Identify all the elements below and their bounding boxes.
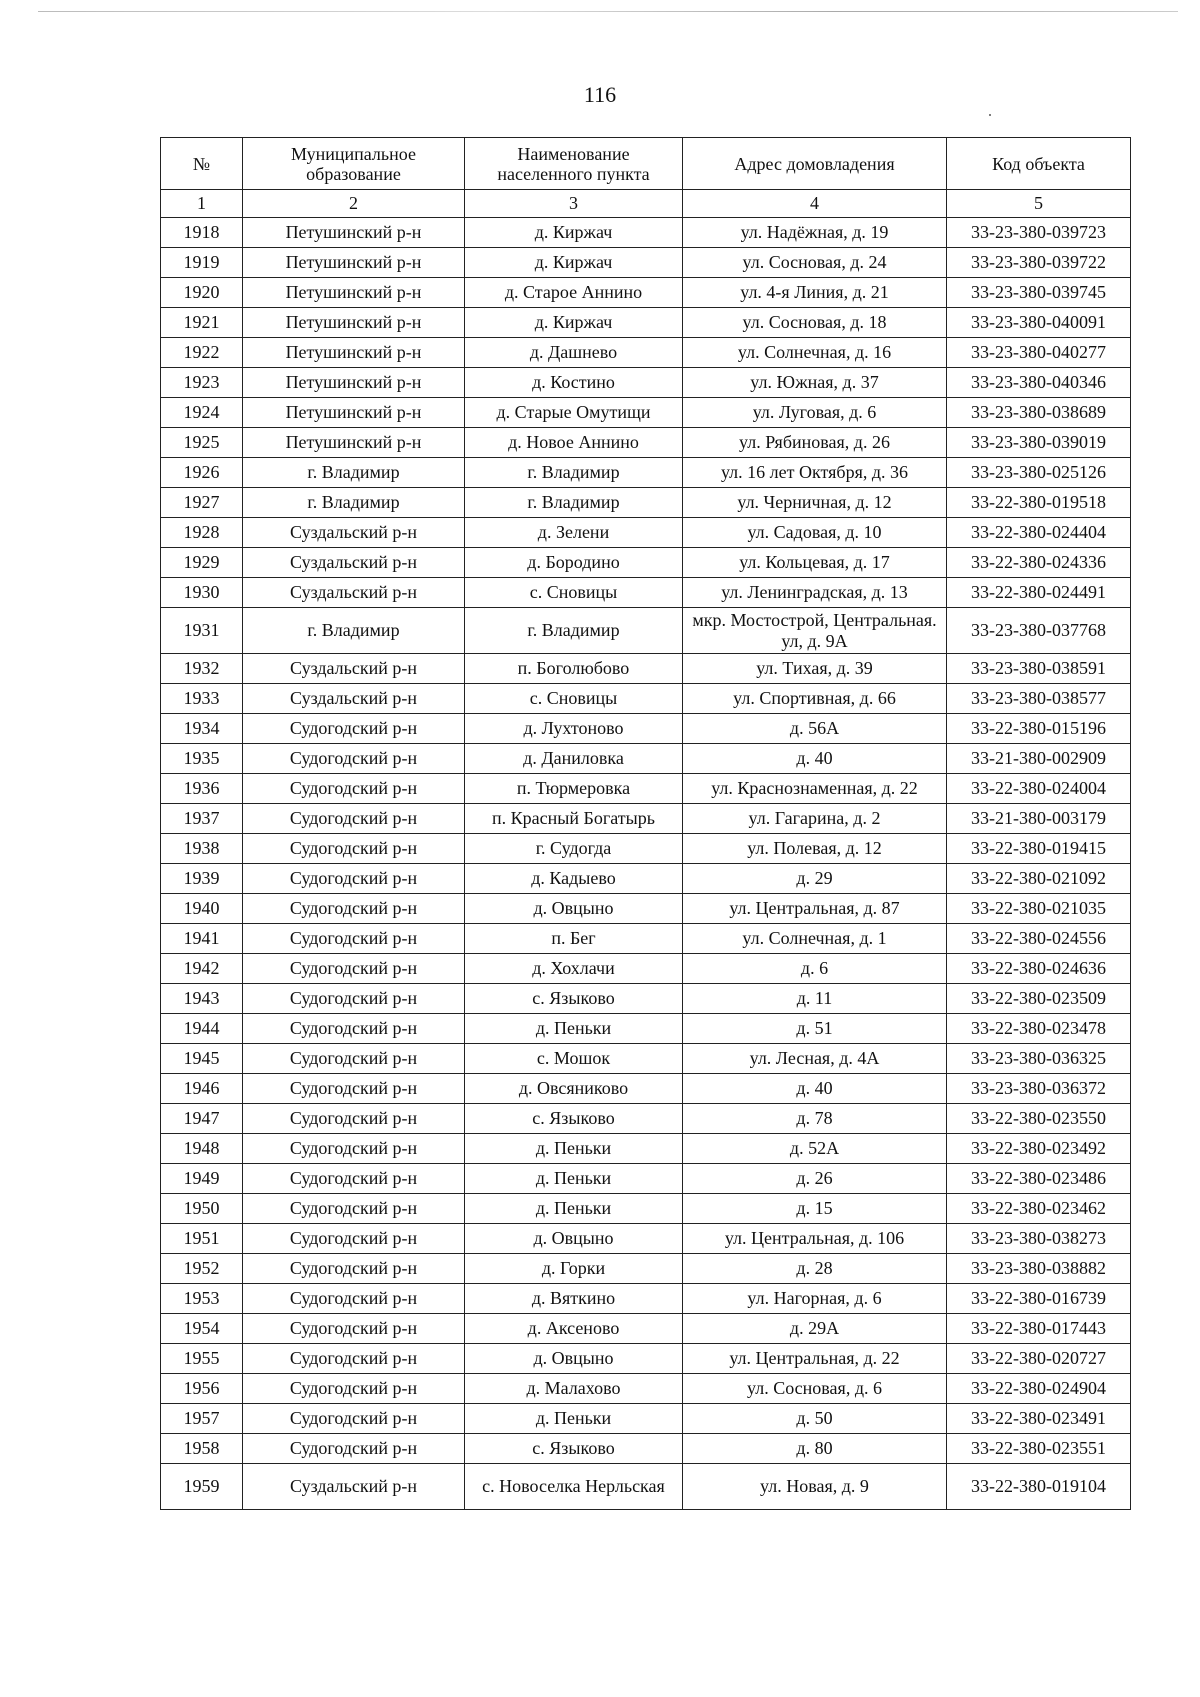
- municipality-cell: Суздальский р-н: [243, 578, 465, 608]
- address-cell: ул. Черничная, д. 12: [683, 488, 947, 518]
- table-row: [161, 714, 1131, 744]
- object-code-cell: 33-23-380-040277: [947, 338, 1131, 368]
- row-number-cell: 1956: [161, 1374, 243, 1404]
- settlement-cell: с. Языково: [465, 1434, 683, 1464]
- municipality-cell: Петушинский р-н: [243, 428, 465, 458]
- object-code-cell: 33-22-380-016739: [947, 1284, 1131, 1314]
- address-cell: д. 26: [683, 1164, 947, 1194]
- row-number-cell: 1954: [161, 1314, 243, 1344]
- table-row: [161, 1464, 1131, 1510]
- address-cell: ул. Полевая, д. 12: [683, 834, 947, 864]
- municipality-cell: Судогодский р-н: [243, 834, 465, 864]
- row-number-cell: 1942: [161, 954, 243, 984]
- object-code-cell: 33-22-380-024556: [947, 924, 1131, 954]
- row-number-cell: 1957: [161, 1404, 243, 1434]
- settlement-cell: д. Пеньки: [465, 1194, 683, 1224]
- settlement-cell: д. Пеньки: [465, 1164, 683, 1194]
- table-row: [161, 1404, 1131, 1434]
- table-row: [161, 278, 1131, 308]
- object-code-cell: 33-22-380-024004: [947, 774, 1131, 804]
- table-row: [161, 1074, 1131, 1104]
- registry-table: [160, 137, 1131, 1510]
- row-number-cell: 1937: [161, 804, 243, 834]
- object-code-cell: 33-21-380-003179: [947, 804, 1131, 834]
- address-cell: д. 6: [683, 954, 947, 984]
- settlement-cell: д. Киржач: [465, 308, 683, 338]
- settlement-cell: д. Киржач: [465, 248, 683, 278]
- municipality-cell: Судогодский р-н: [243, 714, 465, 744]
- municipality-cell: Судогодский р-н: [243, 804, 465, 834]
- table-row: [161, 608, 1131, 654]
- table-row: [161, 1164, 1131, 1194]
- row-number-cell: 1950: [161, 1194, 243, 1224]
- settlement-cell: с. Сновицы: [465, 578, 683, 608]
- municipality-cell: Судогодский р-н: [243, 1044, 465, 1074]
- municipality-cell: Судогодский р-н: [243, 984, 465, 1014]
- settlement-cell: п. Тюрмеровка: [465, 774, 683, 804]
- row-number-cell: 1947: [161, 1104, 243, 1134]
- address-cell: ул. Новая, д. 9: [683, 1464, 947, 1510]
- object-code-cell: 33-22-380-020727: [947, 1344, 1131, 1374]
- address-cell: ул. Нагорная, д. 6: [683, 1284, 947, 1314]
- row-number-cell: 1936: [161, 774, 243, 804]
- table-row: [161, 488, 1131, 518]
- municipality-cell: Судогодский р-н: [243, 1104, 465, 1134]
- address-cell: ул. Спортивная, д. 66: [683, 684, 947, 714]
- row-number-cell: 1945: [161, 1044, 243, 1074]
- municipality-cell: Судогодский р-н: [243, 1254, 465, 1284]
- header-row: [161, 138, 1131, 190]
- object-code-cell: 33-23-380-039745: [947, 278, 1131, 308]
- table-row: [161, 218, 1131, 248]
- column-number: 4: [683, 190, 947, 218]
- municipality-cell: Судогодский р-н: [243, 774, 465, 804]
- object-code-cell: 33-22-380-023551: [947, 1434, 1131, 1464]
- address-cell: д. 29А: [683, 1314, 947, 1344]
- settlement-cell: с. Сновицы: [465, 684, 683, 714]
- header-settlement: Наименование населенного пункта: [465, 138, 683, 190]
- municipality-cell: Суздальский р-н: [243, 548, 465, 578]
- table-row: [161, 518, 1131, 548]
- address-cell: ул. Центральная, д. 106: [683, 1224, 947, 1254]
- settlement-cell: д. Киржач: [465, 218, 683, 248]
- table-row: [161, 924, 1131, 954]
- address-cell: ул. Надёжная, д. 19: [683, 218, 947, 248]
- row-number-cell: 1939: [161, 864, 243, 894]
- scan-edge-line: [38, 11, 1178, 12]
- address-cell: ул. Лесная, д. 4А: [683, 1044, 947, 1074]
- address-cell: ул. Центральная, д. 22: [683, 1344, 947, 1374]
- municipality-cell: Судогодский р-н: [243, 1314, 465, 1344]
- object-code-cell: 33-23-380-036372: [947, 1074, 1131, 1104]
- row-number-cell: 1922: [161, 338, 243, 368]
- table-row: [161, 398, 1131, 428]
- municipality-cell: Судогодский р-н: [243, 1404, 465, 1434]
- address-cell: ул. Луговая, д. 6: [683, 398, 947, 428]
- table-row: [161, 458, 1131, 488]
- object-code-cell: 33-22-380-021092: [947, 864, 1131, 894]
- municipality-cell: Судогодский р-н: [243, 744, 465, 774]
- address-cell: д. 50: [683, 1404, 947, 1434]
- object-code-cell: 33-22-380-024404: [947, 518, 1131, 548]
- settlement-cell: д. Овцыно: [465, 894, 683, 924]
- object-code-cell: 33-22-380-023492: [947, 1134, 1131, 1164]
- address-cell: ул. Солнечная, д. 16: [683, 338, 947, 368]
- object-code-cell: 33-22-380-023462: [947, 1194, 1131, 1224]
- settlement-cell: г. Владимир: [465, 608, 683, 654]
- municipality-cell: Судогодский р-н: [243, 1374, 465, 1404]
- column-number: 2: [243, 190, 465, 218]
- table-row: [161, 1254, 1131, 1284]
- object-code-cell: 33-22-380-024491: [947, 578, 1131, 608]
- municipality-cell: Петушинский р-н: [243, 368, 465, 398]
- settlement-cell: д. Старое Аннино: [465, 278, 683, 308]
- settlement-cell: г. Судогда: [465, 834, 683, 864]
- settlement-cell: д. Зелени: [465, 518, 683, 548]
- municipality-cell: Петушинский р-н: [243, 398, 465, 428]
- address-cell: мкр. Мостострой, Центральная. ул, д. 9А: [683, 608, 947, 654]
- settlement-cell: д. Костино: [465, 368, 683, 398]
- settlement-cell: д. Пеньки: [465, 1404, 683, 1434]
- municipality-cell: Суздальский р-н: [243, 518, 465, 548]
- address-cell: ул. Сосновая, д. 6: [683, 1374, 947, 1404]
- settlement-cell: д. Хохлачи: [465, 954, 683, 984]
- table-row: [161, 308, 1131, 338]
- settlement-cell: д. Лухтоново: [465, 714, 683, 744]
- row-number-cell: 1949: [161, 1164, 243, 1194]
- row-number-cell: 1959: [161, 1464, 243, 1510]
- object-code-cell: 33-23-380-040346: [947, 368, 1131, 398]
- settlement-cell: г. Владимир: [465, 488, 683, 518]
- header-municipality: Муниципальное образование: [243, 138, 465, 190]
- address-cell: д. 80: [683, 1434, 947, 1464]
- address-cell: д. 28: [683, 1254, 947, 1284]
- header-number: №: [161, 138, 243, 190]
- object-code-cell: 33-22-380-023478: [947, 1014, 1131, 1044]
- table-row: [161, 774, 1131, 804]
- address-cell: ул. Центральная, д. 87: [683, 894, 947, 924]
- object-code-cell: 33-22-380-019104: [947, 1464, 1131, 1510]
- row-number-cell: 1934: [161, 714, 243, 744]
- row-number-cell: 1924: [161, 398, 243, 428]
- address-cell: ул. Солнечная, д. 1: [683, 924, 947, 954]
- row-number-cell: 1923: [161, 368, 243, 398]
- table-row: [161, 684, 1131, 714]
- object-code-cell: 33-23-380-039019: [947, 428, 1131, 458]
- address-cell: ул. Кольцевая, д. 17: [683, 548, 947, 578]
- row-number-cell: 1931: [161, 608, 243, 654]
- row-number-cell: 1946: [161, 1074, 243, 1104]
- address-cell: ул. Сосновая, д. 18: [683, 308, 947, 338]
- municipality-cell: Петушинский р-н: [243, 248, 465, 278]
- settlement-cell: д. Овцыно: [465, 1224, 683, 1254]
- municipality-cell: Суздальский р-н: [243, 684, 465, 714]
- municipality-cell: Петушинский р-н: [243, 308, 465, 338]
- settlement-cell: д. Овцыно: [465, 1344, 683, 1374]
- settlement-cell: д. Малахово: [465, 1374, 683, 1404]
- column-number-row: [161, 190, 1131, 218]
- row-number-cell: 1920: [161, 278, 243, 308]
- table-row: [161, 548, 1131, 578]
- municipality-cell: Петушинский р-н: [243, 278, 465, 308]
- row-number-cell: 1933: [161, 684, 243, 714]
- table-row: [161, 1374, 1131, 1404]
- settlement-cell: д. Горки: [465, 1254, 683, 1284]
- table-row: [161, 578, 1131, 608]
- address-cell: д. 56А: [683, 714, 947, 744]
- municipality-cell: Петушинский р-н: [243, 218, 465, 248]
- municipality-cell: Судогодский р-н: [243, 864, 465, 894]
- table-row: [161, 1134, 1131, 1164]
- settlement-cell: д. Старые Омутищи: [465, 398, 683, 428]
- object-code-cell: 33-23-380-039723: [947, 218, 1131, 248]
- settlement-cell: п. Красный Богатырь: [465, 804, 683, 834]
- settlement-cell: г. Владимир: [465, 458, 683, 488]
- object-code-cell: 33-22-380-019415: [947, 834, 1131, 864]
- row-number-cell: 1921: [161, 308, 243, 338]
- row-number-cell: 1929: [161, 548, 243, 578]
- table-row: [161, 894, 1131, 924]
- row-number-cell: 1925: [161, 428, 243, 458]
- object-code-cell: 33-22-380-023509: [947, 984, 1131, 1014]
- municipality-cell: Петушинский р-н: [243, 338, 465, 368]
- column-number: 3: [465, 190, 683, 218]
- settlement-cell: д. Вяткино: [465, 1284, 683, 1314]
- settlement-cell: п. Боголюбово: [465, 654, 683, 684]
- address-cell: д. 51: [683, 1014, 947, 1044]
- row-number-cell: 1928: [161, 518, 243, 548]
- settlement-cell: д. Овсяниково: [465, 1074, 683, 1104]
- municipality-cell: Судогодский р-н: [243, 1164, 465, 1194]
- object-code-cell: 33-22-380-023550: [947, 1104, 1131, 1134]
- settlement-cell: д. Пеньки: [465, 1014, 683, 1044]
- settlement-cell: д. Пеньки: [465, 1134, 683, 1164]
- settlement-cell: с. Языково: [465, 984, 683, 1014]
- row-number-cell: 1951: [161, 1224, 243, 1254]
- row-number-cell: 1935: [161, 744, 243, 774]
- object-code-cell: 33-23-380-039722: [947, 248, 1131, 278]
- object-code-cell: 33-23-380-038273: [947, 1224, 1131, 1254]
- object-code-cell: 33-23-380-038577: [947, 684, 1131, 714]
- address-cell: ул. Тихая, д. 39: [683, 654, 947, 684]
- row-number-cell: 1958: [161, 1434, 243, 1464]
- settlement-cell: с. Новоселка Нерльская: [465, 1464, 683, 1510]
- municipality-cell: Судогодский р-н: [243, 1074, 465, 1104]
- table-row: [161, 1104, 1131, 1134]
- table-row: [161, 834, 1131, 864]
- address-cell: д. 40: [683, 1074, 947, 1104]
- object-code-cell: 33-22-380-024636: [947, 954, 1131, 984]
- object-code-cell: 33-22-380-023486: [947, 1164, 1131, 1194]
- municipality-cell: Судогодский р-н: [243, 1014, 465, 1044]
- object-code-cell: 33-22-380-019518: [947, 488, 1131, 518]
- table-row: [161, 1284, 1131, 1314]
- object-code-cell: 33-22-380-024904: [947, 1374, 1131, 1404]
- address-cell: ул. 16 лет Октября, д. 36: [683, 458, 947, 488]
- settlement-cell: д. Кадыево: [465, 864, 683, 894]
- table-body: [161, 218, 1131, 1510]
- table-row: [161, 1314, 1131, 1344]
- address-cell: ул. Сосновая, д. 24: [683, 248, 947, 278]
- settlement-cell: д. Даниловка: [465, 744, 683, 774]
- row-number-cell: 1932: [161, 654, 243, 684]
- address-cell: д. 11: [683, 984, 947, 1014]
- row-number-cell: 1926: [161, 458, 243, 488]
- settlement-cell: д. Новое Аннино: [465, 428, 683, 458]
- municipality-cell: Судогодский р-н: [243, 1434, 465, 1464]
- settlement-cell: с. Языково: [465, 1104, 683, 1134]
- object-code-cell: 33-22-380-015196: [947, 714, 1131, 744]
- table-row: [161, 1434, 1131, 1464]
- address-cell: ул. Краснознаменная, д. 22: [683, 774, 947, 804]
- municipality-cell: Судогодский р-н: [243, 954, 465, 984]
- table-row: [161, 1044, 1131, 1074]
- municipality-cell: г. Владимир: [243, 458, 465, 488]
- object-code-cell: 33-23-380-037768: [947, 608, 1131, 654]
- table-row: [161, 1344, 1131, 1374]
- settlement-cell: д. Дашнево: [465, 338, 683, 368]
- address-cell: д. 78: [683, 1104, 947, 1134]
- table-row: [161, 248, 1131, 278]
- row-number-cell: 1940: [161, 894, 243, 924]
- column-number: 1: [161, 190, 243, 218]
- address-cell: ул. Ленинградская, д. 13: [683, 578, 947, 608]
- municipality-cell: Судогодский р-н: [243, 924, 465, 954]
- row-number-cell: 1953: [161, 1284, 243, 1314]
- table-row: [161, 1224, 1131, 1254]
- table-row: [161, 368, 1131, 398]
- object-code-cell: 33-23-380-025126: [947, 458, 1131, 488]
- municipality-cell: Судогодский р-н: [243, 1284, 465, 1314]
- settlement-cell: д. Аксеново: [465, 1314, 683, 1344]
- object-code-cell: 33-23-380-038882: [947, 1254, 1131, 1284]
- object-code-cell: 33-21-380-002909: [947, 744, 1131, 774]
- object-code-cell: 33-22-380-023491: [947, 1404, 1131, 1434]
- settlement-cell: с. Мошок: [465, 1044, 683, 1074]
- table-row: [161, 1014, 1131, 1044]
- table-row: [161, 654, 1131, 684]
- table-row: [161, 864, 1131, 894]
- object-code-cell: 33-23-380-038689: [947, 398, 1131, 428]
- municipality-cell: Суздальский р-н: [243, 654, 465, 684]
- municipality-cell: г. Владимир: [243, 488, 465, 518]
- municipality-cell: Судогодский р-н: [243, 1134, 465, 1164]
- object-code-cell: 33-22-380-017443: [947, 1314, 1131, 1344]
- table-row: [161, 1194, 1131, 1224]
- object-code-cell: 33-22-380-024336: [947, 548, 1131, 578]
- object-code-cell: 33-23-380-036325: [947, 1044, 1131, 1074]
- address-cell: ул. Садовая, д. 10: [683, 518, 947, 548]
- municipality-cell: Судогодский р-н: [243, 1194, 465, 1224]
- header-object-code: Код объекта: [947, 138, 1131, 190]
- page-number: 116: [583, 82, 617, 107]
- row-number-cell: 1918: [161, 218, 243, 248]
- object-code-cell: 33-23-380-038591: [947, 654, 1131, 684]
- row-number-cell: 1948: [161, 1134, 243, 1164]
- row-number-cell: 1955: [161, 1344, 243, 1374]
- address-cell: ул. Гагарина, д. 2: [683, 804, 947, 834]
- municipality-cell: Судогодский р-н: [243, 1224, 465, 1254]
- table-row: [161, 954, 1131, 984]
- municipality-cell: Судогодский р-н: [243, 1344, 465, 1374]
- row-number-cell: 1944: [161, 1014, 243, 1044]
- table-row: [161, 984, 1131, 1014]
- address-cell: ул. 4-я Линия, д. 21: [683, 278, 947, 308]
- address-cell: ул. Рябиновая, д. 26: [683, 428, 947, 458]
- address-cell: д. 29: [683, 864, 947, 894]
- municipality-cell: Судогодский р-н: [243, 894, 465, 924]
- municipality-cell: Суздальский р-н: [243, 1464, 465, 1510]
- object-code-cell: 33-23-380-040091: [947, 308, 1131, 338]
- column-number: 5: [947, 190, 1131, 218]
- settlement-cell: п. Бег: [465, 924, 683, 954]
- header-address: Адрес домовладения: [683, 138, 947, 190]
- row-number-cell: 1930: [161, 578, 243, 608]
- object-code-cell: 33-22-380-021035: [947, 894, 1131, 924]
- row-number-cell: 1941: [161, 924, 243, 954]
- table-row: [161, 338, 1131, 368]
- row-number-cell: 1943: [161, 984, 243, 1014]
- address-cell: д. 15: [683, 1194, 947, 1224]
- address-cell: д. 40: [683, 744, 947, 774]
- row-number-cell: 1919: [161, 248, 243, 278]
- table-row: [161, 428, 1131, 458]
- table-row: [161, 804, 1131, 834]
- row-number-cell: 1952: [161, 1254, 243, 1284]
- settlement-cell: д. Бородино: [465, 548, 683, 578]
- address-cell: ул. Южная, д. 37: [683, 368, 947, 398]
- row-number-cell: 1927: [161, 488, 243, 518]
- scan-speck: [989, 114, 991, 116]
- row-number-cell: 1938: [161, 834, 243, 864]
- table-row: [161, 744, 1131, 774]
- municipality-cell: г. Владимир: [243, 608, 465, 654]
- address-cell: д. 52А: [683, 1134, 947, 1164]
